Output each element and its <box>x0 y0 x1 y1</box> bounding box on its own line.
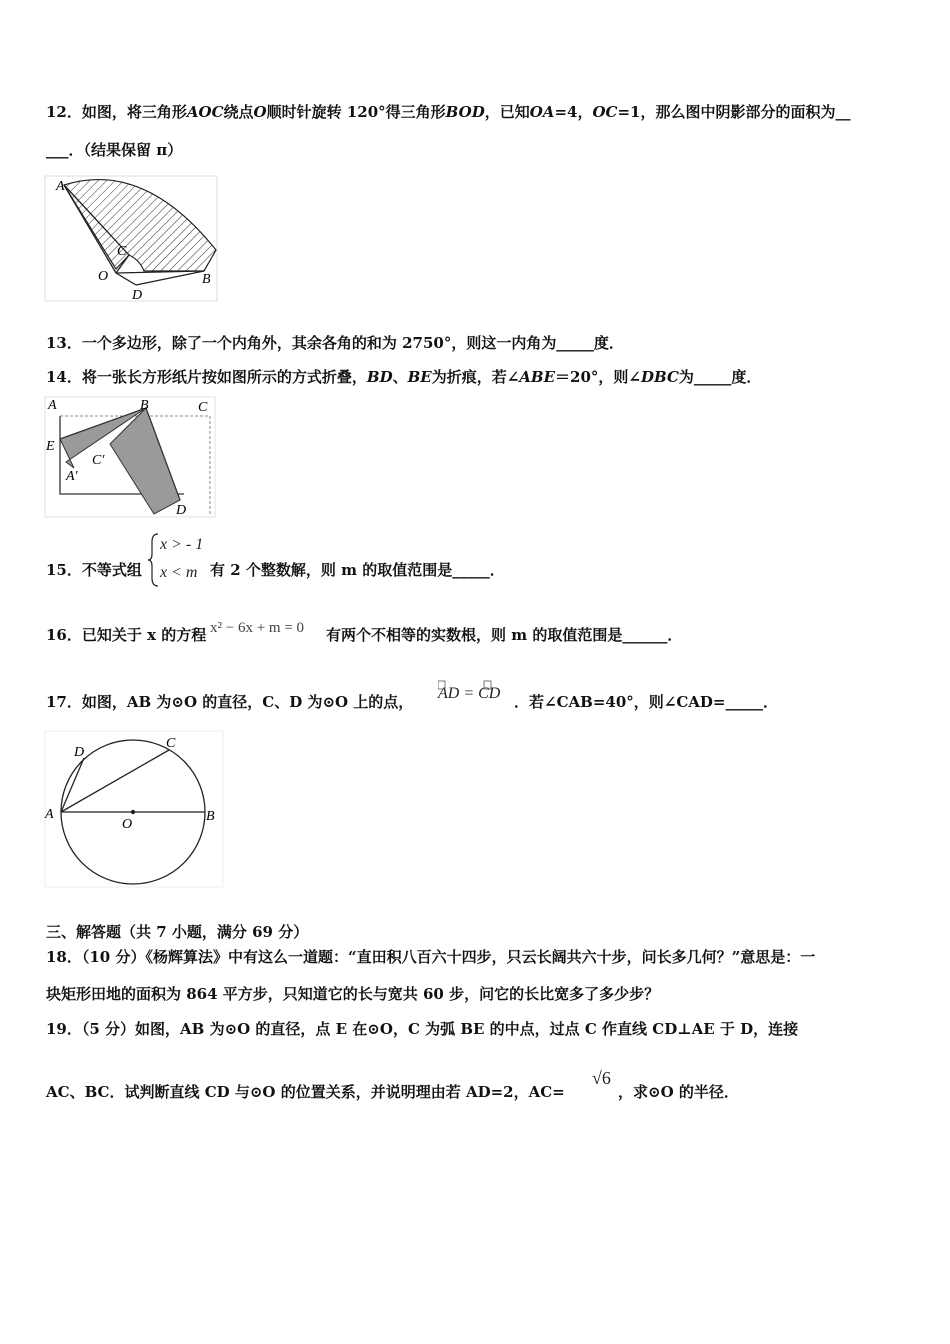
section3-title: 三、解答题（共 7 小题，满分 69 分） <box>46 923 309 941</box>
q17-label-b: B <box>206 809 215 824</box>
q14-sep: 、 <box>392 368 408 386</box>
q17-figure <box>44 730 224 888</box>
q17-label-a: A <box>45 807 54 822</box>
q16-equation: x² − 6x + m = 0 <box>210 620 305 636</box>
q14-label-c: C <box>198 400 208 415</box>
q12-line-od <box>116 273 136 285</box>
q19-line2a: AC、BC．试判断直线 CD 与⊙O 的位置关系，并说明理由若 AD=2，AC= <box>46 1083 565 1101</box>
q18-line2: 块矩形田地的面积为 864 平方步，只知道它的长与宽共 60 步，问它的长比宽多了多少步？ <box>46 985 660 1003</box>
q19-sqrt6: √6 <box>592 1068 611 1088</box>
q14-label-e: E <box>46 439 55 454</box>
q12-line1 <box>46 102 850 122</box>
q17-label-d: D <box>74 745 85 760</box>
q12-text-c: 顺时针旋转 120°得三角形 <box>266 103 446 121</box>
q14-text-a: 14．将一张长方形纸片按如图所示的方式折叠， <box>46 368 367 386</box>
q15-suffix: 有 2 个整数解，则 m 的取值范围是_____． <box>210 561 505 579</box>
q14-bd: BD <box>366 368 393 386</box>
q12-oc-val: =1，那么图中阴影部分的面积为__ <box>617 103 851 121</box>
q12-label-a: A <box>56 179 65 194</box>
q14-dbc: DBC <box>641 368 679 386</box>
q15-prefix: 15．不等式组 <box>46 561 142 579</box>
q14-text-b: 为折痕，若∠ <box>431 368 520 386</box>
q13-text: 13．一个多边形，除了一个内角外，其余各角的和为 2750°，则这一内角为_____度． <box>46 334 624 352</box>
q12-bod: BOD <box>445 103 485 121</box>
q17-arc-marks <box>438 680 518 690</box>
q14-be: BE <box>407 368 432 386</box>
q12-label-b: B <box>202 272 211 287</box>
q17-label-c: C <box>166 736 176 751</box>
q12-text-d: ，已知 <box>484 103 530 121</box>
q15-system-brace <box>148 532 160 588</box>
q14-label-a2: A′ <box>66 469 78 484</box>
q12-label-o: O <box>98 269 109 284</box>
q14-label-d: D <box>176 503 187 518</box>
q16-suffix: 有两个不相等的实数根，则 m 的取值范围是______． <box>326 626 683 644</box>
q12-oc: OC <box>592 103 618 121</box>
q12-line-db <box>136 271 204 285</box>
q15-ineq2: x < m <box>160 564 198 581</box>
q16-prefix: 16．已知关于 x 的方程 <box>46 626 207 644</box>
q12-label-d: D <box>132 288 143 303</box>
q18-line1: 18．（10 分）《杨辉算法》中有这么一道题：“直田积八百六十四步，只云长阔共六十步，问长多几何？”意思是：一 <box>46 948 816 966</box>
q12-shaded-region <box>64 180 216 271</box>
q17-prefix: 17．如图，AB 为⊙O 的直径，C、D 为⊙O 上的点， <box>46 693 414 711</box>
q12-oa: OA <box>529 103 555 121</box>
q19-line1: 19．（5 分）如图，AB 为⊙O 的直径，点 E 在⊙O，C 为弧 BE 的中点，过点 C 作直线 CD⊥AE 于 D，连接 <box>46 1020 799 1038</box>
q14-text-d: 为_____度． <box>678 368 762 386</box>
q14-line <box>46 367 761 387</box>
q14-label-b: B <box>140 398 149 413</box>
q17-chord-ad <box>61 758 84 812</box>
q12-label-c: C <box>117 244 127 259</box>
q17-suffix: ．若∠CAB=40°，则∠CAD=_____． <box>514 693 778 711</box>
q14-text-c: ＝20°，则∠ <box>555 368 641 386</box>
q14-label-a: A <box>48 398 57 413</box>
q14-abe: ABE <box>519 368 556 386</box>
q15-ineq1: x > - 1 <box>160 536 204 553</box>
q12-figure <box>44 175 219 303</box>
q17-label-o: O <box>122 817 133 832</box>
q14-figure <box>44 396 216 518</box>
q12-o: O <box>253 103 267 121</box>
q19-line2b: ，求⊙O 的半径． <box>618 1083 739 1101</box>
q12-text-b: 绕点 <box>223 103 254 121</box>
q17-arcs: AD = CD <box>438 685 501 702</box>
q14-label-c2: C′ <box>92 453 105 468</box>
q12-line2: ___．（结果保留 π） <box>46 141 183 159</box>
q12-aoc: AOC <box>186 103 224 121</box>
q12-text-a: 12．如图，将三角形 <box>46 103 187 121</box>
q12-oa-val: =4， <box>554 103 593 121</box>
q17-center-dot <box>131 810 135 814</box>
